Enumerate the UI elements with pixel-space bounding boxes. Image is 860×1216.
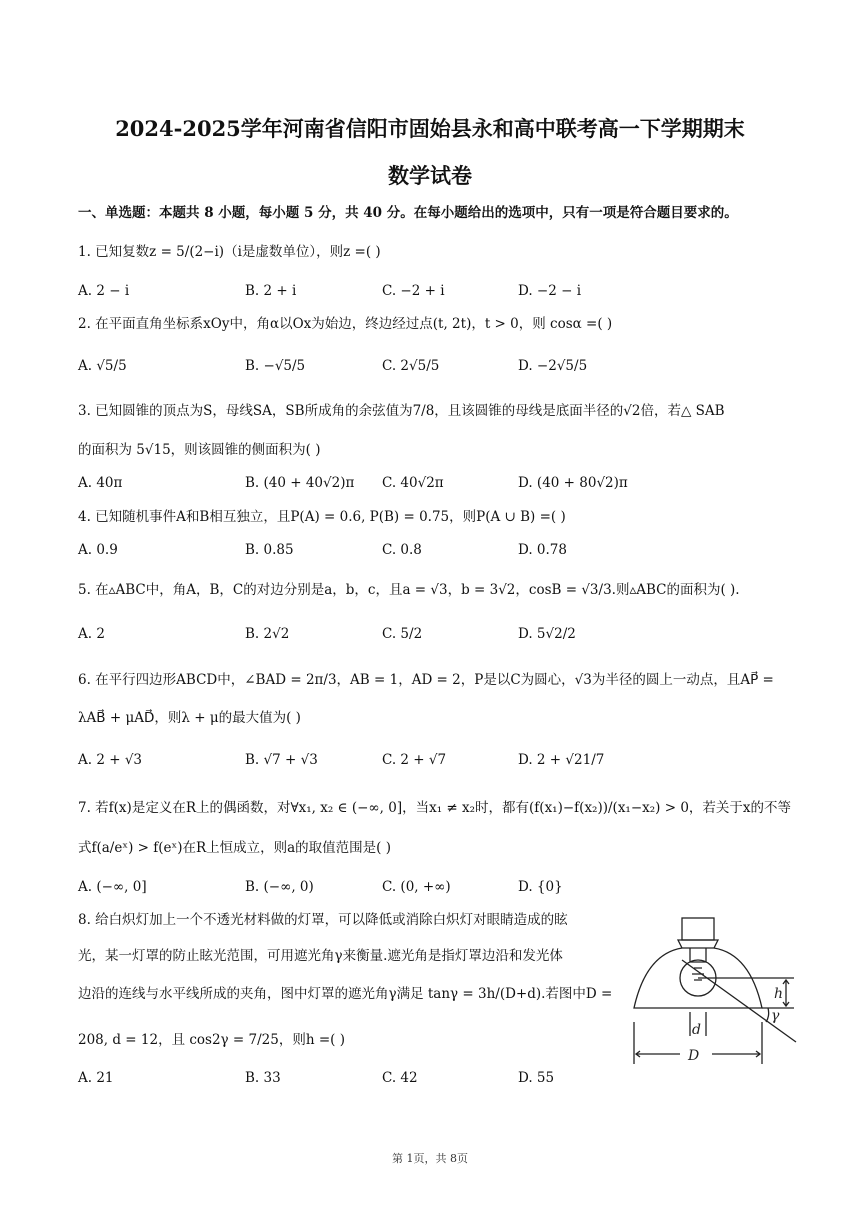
question-2-stem: 2. 在平面直角坐标系xOy中，角α以Ox为始边，终边经过点(t, 2t)，t > 0，则 cosα =( ) (78, 316, 613, 332)
page-title-line-1: 2024-2025学年河南省信阳市固始县永和高中联考高一下学期期末 (115, 116, 745, 141)
q3-option-b: B. (40 + 40√2)π (245, 475, 355, 491)
question-8-stem-line-3: 边沿的连线与水平线所成的夹角，图中灯罩的遮光角γ满足 tanγ = 3h/(D+d).若图中D = (78, 986, 613, 1002)
q1-option-c: C. −2 + i (382, 283, 445, 299)
page-footer: 第 1页，共 8页 (392, 1152, 468, 1165)
q7-option-c: C. (0, +∞) (382, 879, 451, 895)
question-7-stem-line-1: 7. 若f(x)是定义在R上的偶函数，对∀x₁, x₂ ∈ (−∞, 0]，当x₁ ≠ x₂时，都有(f(x₁)−f(x₂))/(x₁−x₂) > 0，若关于x的不等 (78, 800, 792, 816)
q3-option-a: A. 40π (78, 475, 123, 491)
page-title-line-2: 数学试卷 (388, 163, 472, 188)
q6-option-b: B. √7 + √3 (245, 752, 318, 768)
question-7-stem-line-2: 式f(a/eˣ) > f(eˣ)在R上恒成立，则a的取值范围是( ) (78, 840, 392, 856)
q8-option-c: C. 42 (382, 1070, 418, 1086)
lamp-shade-figure (628, 912, 798, 1072)
question-4-stem: 4. 已知随机事件A和B相互独立，且P(A) = 0.6, P(B) = 0.75，则P(A ∪ B) =( ) (78, 509, 566, 525)
q6-option-a: A. 2 + √3 (78, 752, 143, 768)
gamma-arc (766, 1008, 769, 1022)
q5-option-b: B. 2√2 (245, 626, 290, 642)
q8-option-a: A. 21 (78, 1070, 114, 1086)
q4-option-c: C. 0.8 (382, 542, 422, 558)
label-D: D (688, 1048, 700, 1064)
question-3-stem-line-1: 3. 已知圆锥的顶点为S，母线SA，SB所成角的余弦值为7/8，且该圆锥的母线是底面半径的√2倍，若△ SAB (78, 403, 725, 419)
question-6-stem-line-2: λAB⃗ + μAD⃗，则λ + μ的最大值为( ) (78, 710, 301, 726)
q4-option-b: B. 0.85 (245, 542, 294, 558)
question-8-stem-line-2: 光，某一灯罩的防止眩光范围，可用遮光角γ来衡量.遮光角是指灯罩边沿和发光体 (78, 948, 563, 964)
q3-option-d: D. (40 + 80√2)π (518, 475, 628, 491)
q7-option-a: A. (−∞, 0] (78, 879, 147, 895)
q2-option-c: C. 2√5/5 (382, 358, 440, 374)
q4-option-d: D. 0.78 (518, 542, 567, 558)
q5-option-d: D. 5√2/2 (518, 626, 576, 642)
question-8-stem-line-4: 208, d = 12，且 cos2γ = 7/25，则h =( ) (78, 1032, 345, 1048)
question-1-stem: 1. 已知复数z = 5/(2−i)（i是虚数单位），则z =( ) (78, 244, 381, 260)
q2-option-a: A. √5/5 (78, 358, 127, 374)
lamp-socket-top (682, 918, 714, 940)
label-gamma: γ (771, 1008, 780, 1024)
q3-option-c: C. 40√2π (382, 475, 444, 491)
label-d: d (692, 1022, 701, 1038)
q4-option-a: A. 0.9 (78, 542, 118, 558)
q8-option-b: B. 33 (245, 1070, 281, 1086)
q6-option-c: C. 2 + √7 (382, 752, 447, 768)
question-3-stem-line-2: 的面积为 5√15，则该圆锥的侧面积为( ) (78, 442, 321, 458)
q1-option-a: A. 2 − i (78, 283, 130, 299)
q6-option-d: D. 2 + √21/7 (518, 752, 605, 768)
q1-option-b: B. 2 + i (245, 283, 297, 299)
q7-option-d: D. {0} (518, 879, 563, 895)
q7-option-b: B. (−∞, 0) (245, 879, 314, 895)
label-h: h (774, 986, 784, 1002)
question-8-stem-line-1: 8. 给白炽灯加上一个不透光材料做的灯罩，可以降低或消除白炽灯对眼睛造成的眩 (78, 912, 568, 928)
q8-option-d: D. 55 (518, 1070, 555, 1086)
q5-option-a: A. 2 (78, 626, 105, 642)
q5-option-c: C. 5/2 (382, 626, 423, 642)
lamp-socket-flare (678, 940, 718, 948)
section-heading: 一、单选题：本题共 8 小题，每小题 5 分，共 40 分。在每小题给出的选项中，只有一项是符合题目要求的。 (78, 205, 738, 221)
q2-option-b: B. −√5/5 (245, 358, 306, 374)
question-6-stem-line-1: 6. 在平行四边形ABCD中，∠BAD = 2π/3，AB = 1，AD = 2，P是以C为圆心，√3为半径的圆上一动点，且AP⃗ = (78, 672, 774, 688)
q1-option-d: D. −2 − i (518, 283, 582, 299)
q2-option-d: D. −2√5/5 (518, 358, 588, 374)
question-5-stem: 5. 在▵ABC中，角A，B，C的对边分别是a，b，c，且a = √3，b = 3√2，cosB = √3/3.则▵ABC的面积为( ). (78, 582, 740, 598)
